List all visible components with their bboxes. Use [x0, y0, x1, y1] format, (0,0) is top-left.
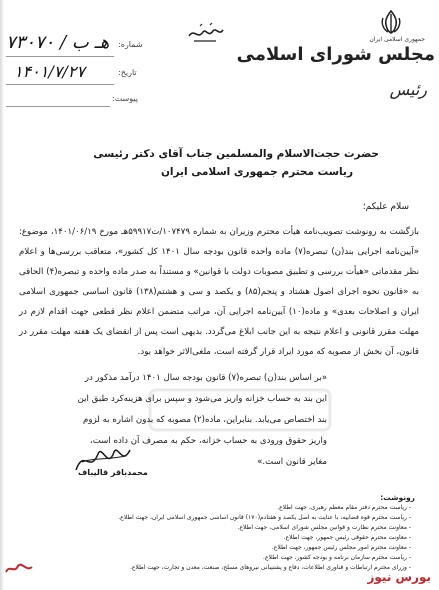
number-line: [6, 56, 114, 57]
addressee-title: ریاست محترم جمهوری اسلامی ایران: [160, 166, 353, 178]
bismillah-icon: [186, 22, 226, 44]
cc-item: - معاونت محترم نظارت و قوانین مجلس شورای اسلامی، جهت اطلاع.: [237, 524, 411, 531]
iran-emblem-icon: [377, 8, 405, 36]
cc-item: - معاونت محترم امور مجلس رئیس جمهور، جهت اطلاع.: [271, 544, 411, 551]
attachment-line: [6, 106, 110, 107]
cc-item: - وزرای محترم ارتباطات و فناوری اطلاعات، دفاع و پشتیبانی نیروهای مسلح، صنعت، معدن و تجارت، جهت اطلاع.: [129, 564, 411, 571]
scan-edge: [0, 0, 4, 590]
brand-watermark: بورس نیوز: [367, 570, 431, 584]
addressee-name: حضرت حجت‌الاسلام والمسلمین جناب آقای دکتر رئیسی: [93, 148, 379, 160]
quoted-ruling: «بر اساس بند(ن) تبصره(۷) قانون بودجه سال ۱۴۰۱ درآمد مذکور در این بند به حساب خزانه واریز می‌شود و سپس برای هزینه‌کرد طبق این بند اختصاص می‌یابد. بنابراین، ماده(۲) مصوبه که بدون اشاره به لزوم واریز حقوق ورودی به حساب خزانه، حکم به مصرف آن داده است، مغایر قانون است.»: [77, 373, 327, 467]
red-stamp-icon: [4, 562, 34, 576]
salutation: سلام علیکم؛: [362, 202, 409, 212]
cc-item: - ریاست محترم سازمان برنامه و بودجه کشور، جهت اطلاع.: [263, 554, 411, 561]
watermark: [140, 380, 340, 440]
cc-list: [111, 503, 411, 573]
date-label: تاریخ:: [118, 68, 137, 77]
letter-date: ۱۴۰۱/۷/۲۷: [14, 62, 85, 81]
attachment-label: پیوست:: [112, 94, 139, 103]
org-small-text: جمهوری اسلامی ایران: [369, 36, 425, 43]
org-role: رئیس: [389, 80, 427, 99]
cc-item: - ریاست محترم دفتر مقام معظم رهبری، جهت اطلاع.: [277, 504, 411, 511]
cc-item: - ریاست محترم قوه قضاییه، با عنایت به اصل یکصد و هفتادم(۱۷۰) قانون اساسی جمهوری اسلامی ایران، جهت اطلاع.: [118, 514, 411, 521]
letter-number: ۷۳۰۷۰ / هـ ب: [6, 32, 110, 53]
cc-title: رونوشت:: [380, 493, 415, 502]
cc-item: - معاونت محترم حقوقی رئیس جمهور، جهت اطلاع.: [283, 534, 411, 541]
body-paragraph: بازگشت به رونوشت تصویب‌نامه هیأت محترم وزیران به شماره ۱۰۷۴۷۹/ت۵۹۹۱۷هـ مورخ ۱۴۰۱/۰۶/۱۹، موضوع: «آیین‌نامه اجرایی بند(ن) تبصره(۷) ماده واحده قانون بودجه سال ۱۴۰۱ کل کشور»، متعاقب بررسی‌ها و اعلام نظر مقدماتی «هیأت بررسی و تطبیق مصوبات دولت با قوانین» و مستنداً به صدر ماده واحده و تبصره(۴) الحاقی به «قانون نحوه اجرای اصول هشتاد و پنجم(۸۵) و یکصد و سی و هشتم(۱۳۸) قانون اساسی جمهوری اسلامی ایران و اصلاحات بعدی» و ماده(۱۰) آیین‌نامه اجرایی آن، مراتب متضمن اعلام نظر قطعی جهت اقدام لازم در مهلت مقرر قانونی و اعلام نتیجه به این جانب ابلاغ می‌گردد. بدیهی است پس از انقضای یک هفته مهلت مقرر در قانون، آن بخش از مصوبه که مورد ایراد قرار گرفته است، ملغی‌الاثر خواهد بود.: [19, 227, 420, 357]
date-line: [6, 84, 114, 85]
signer-name: محمدباقر قالیباف: [78, 468, 148, 477]
number-label: شماره:: [118, 40, 143, 49]
org-name: مجلس شورای اسلامی: [236, 44, 435, 65]
